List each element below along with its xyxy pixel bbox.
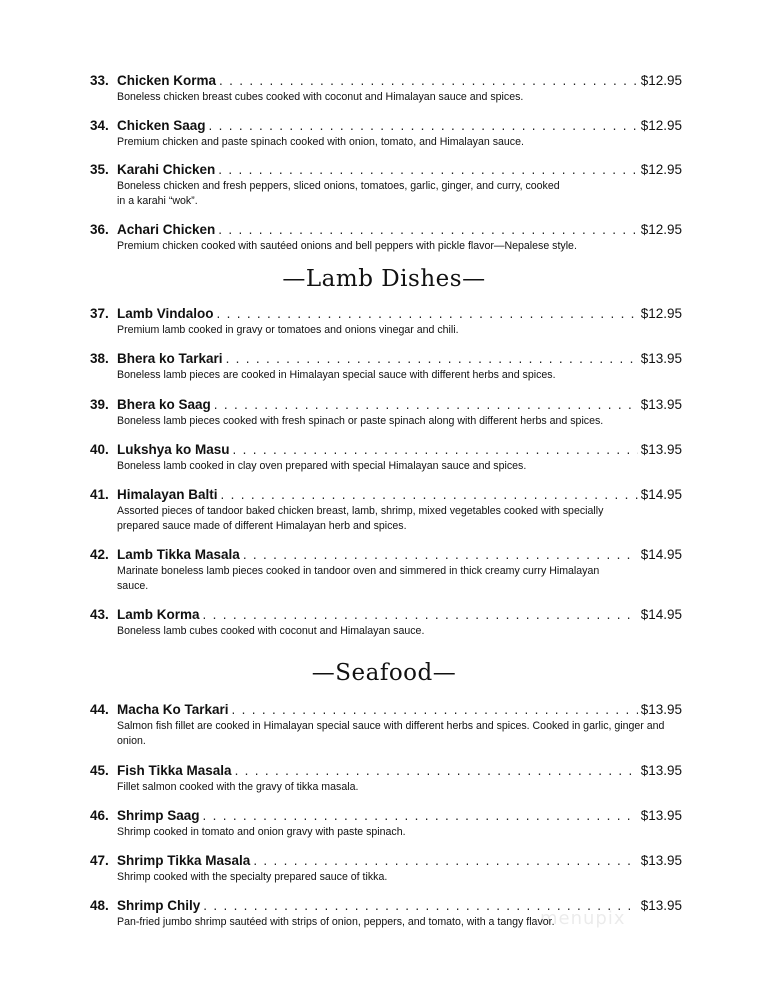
item-number: 41. — [90, 487, 109, 502]
item-number: 34. — [90, 118, 109, 133]
item-number: 43. — [90, 607, 109, 622]
menu-item — [90, 701, 682, 749]
leader-dots — [235, 762, 638, 779]
item-price: $14.95 — [640, 487, 682, 502]
menu-item — [90, 762, 682, 795]
item-description: Premium lamb cooked in gravy or tomatoes and onions vinegar and chili. — [117, 324, 459, 336]
leader-dots — [218, 221, 637, 238]
item-description: Marinate boneless lamb pieces cooked in tandoor oven and simmered in thick creamy curry Himalayan sauce. — [117, 565, 600, 592]
leader-dots — [243, 546, 638, 563]
menu-item — [90, 441, 682, 474]
item-number: 38. — [90, 351, 109, 366]
menu-item — [90, 396, 682, 429]
item-number: 33. — [90, 73, 109, 88]
item-description: Boneless lamb cubes cooked with coconut and Himalayan sauce. — [117, 625, 425, 637]
item-description: Shrimp cooked in tomato and onion gravy with paste spinach. — [117, 826, 406, 838]
item-number: 39. — [90, 397, 109, 412]
item-name: Macha Ko Tarkari — [117, 702, 229, 717]
menu-item — [90, 72, 682, 105]
item-number: 46. — [90, 808, 109, 823]
item-description: Boneless lamb pieces cooked with fresh spinach or paste spinach along with different herbs and spices. — [117, 415, 604, 427]
item-number: 42. — [90, 547, 109, 562]
item-description: Boneless chicken breast cubes cooked with coconut and Himalayan sauce and spices. — [117, 91, 524, 103]
item-name: Lamb Tikka Masala — [117, 547, 240, 562]
section-heading-seafood: —Seafood— — [311, 660, 457, 686]
item-name: Lamb Korma — [117, 607, 200, 622]
item-description: Premium chicken and paste spinach cooked with onion, tomato, and Himalayan sauce. — [117, 136, 524, 148]
item-price: $13.95 — [640, 397, 682, 412]
item-name: Achari Chicken — [117, 222, 216, 237]
item-price: $12.95 — [640, 306, 682, 321]
watermark: menupix — [540, 908, 626, 929]
item-number: 36. — [90, 222, 109, 237]
item-name: Chicken Saag — [117, 118, 206, 133]
item-description: Premium chicken cooked with sautéed onions and bell peppers with pickle flavor—Nepalese style. — [117, 240, 577, 252]
menu-item — [90, 350, 682, 383]
menu-item — [90, 221, 682, 254]
item-description: Shrimp cooked with the specialty prepared sauce of tikka. — [117, 871, 388, 883]
menu-item — [90, 807, 682, 840]
item-description: Assorted pieces of tandoor baked chicken breast, lamb, shrimp, mixed vegetables cooked with specially prepared sauce made of different Himalayan herb and spices. — [117, 505, 604, 532]
item-number: 47. — [90, 853, 109, 868]
menu-item — [90, 606, 682, 639]
item-description: Fillet salmon cooked with the gravy of tikka masala. — [117, 781, 359, 793]
menu-item — [90, 852, 682, 885]
leader-dots — [232, 701, 638, 718]
item-name: Karahi Chicken — [117, 162, 216, 177]
item-name: Shrimp Saag — [117, 808, 200, 823]
leader-dots — [253, 852, 637, 869]
item-name: Lukshya ko Masu — [117, 442, 230, 457]
item-number: 44. — [90, 702, 109, 717]
item-price: $13.95 — [640, 898, 682, 913]
leader-dots — [219, 72, 638, 89]
item-price: $14.95 — [640, 607, 682, 622]
leader-dots — [203, 606, 638, 623]
item-number: 48. — [90, 898, 109, 913]
item-number: 35. — [90, 162, 109, 177]
item-price: $13.95 — [640, 351, 682, 366]
item-price: $13.95 — [640, 853, 682, 868]
item-description: Boneless chicken and fresh peppers, sliced onions, tomatoes, garlic, ginger, and curry, cooked in a karahi “wok”. — [117, 180, 560, 207]
menu-item — [90, 305, 682, 338]
item-number: 40. — [90, 442, 109, 457]
item-name: Shrimp Chily — [117, 898, 201, 913]
item-name: Fish Tikka Masala — [117, 763, 232, 778]
menu-item — [90, 486, 682, 534]
item-price: $13.95 — [640, 442, 682, 457]
leader-dots — [221, 486, 638, 503]
item-name: Bhera ko Saag — [117, 397, 211, 412]
menu-item — [90, 117, 682, 150]
item-name: Lamb Vindaloo — [117, 306, 214, 321]
leader-dots — [209, 117, 638, 134]
leader-dots — [218, 161, 637, 178]
item-description: Boneless lamb cooked in clay oven prepared with special Himalayan sauce and spices. — [117, 460, 527, 472]
item-name: Shrimp Tikka Masala — [117, 853, 251, 868]
menu-item — [90, 546, 682, 594]
item-description: Salmon fish fillet are cooked in Himalayan special sauce with different herbs and spices. Cooked in garlic, ginger and onion. — [117, 720, 665, 747]
item-price: $13.95 — [640, 763, 682, 778]
item-price: $12.95 — [640, 222, 682, 237]
item-price: $12.95 — [640, 118, 682, 133]
leader-dots — [226, 350, 638, 367]
item-price: $13.95 — [640, 702, 682, 717]
leader-dots — [203, 807, 638, 824]
item-name: Bhera ko Tarkari — [117, 351, 223, 366]
menu-item — [90, 161, 682, 209]
item-price: $13.95 — [640, 808, 682, 823]
leader-dots — [214, 396, 638, 413]
item-description: Pan-fried jumbo shrimp sautéed with strips of onion, peppers, and tomato, with a tangy flavor. — [117, 916, 555, 928]
item-name: Himalayan Balti — [117, 487, 218, 502]
item-name: Chicken Korma — [117, 73, 217, 88]
item-price: $14.95 — [640, 547, 682, 562]
section-heading-lamb: —Lamb Dishes— — [282, 266, 486, 292]
item-price: $12.95 — [640, 73, 682, 88]
leader-dots — [217, 305, 638, 322]
leader-dots — [233, 441, 638, 458]
item-number: 37. — [90, 306, 109, 321]
item-description: Boneless lamb pieces are cooked in Himalayan special sauce with different herbs and spices. — [117, 369, 556, 381]
item-price: $12.95 — [640, 162, 682, 177]
item-number: 45. — [90, 763, 109, 778]
